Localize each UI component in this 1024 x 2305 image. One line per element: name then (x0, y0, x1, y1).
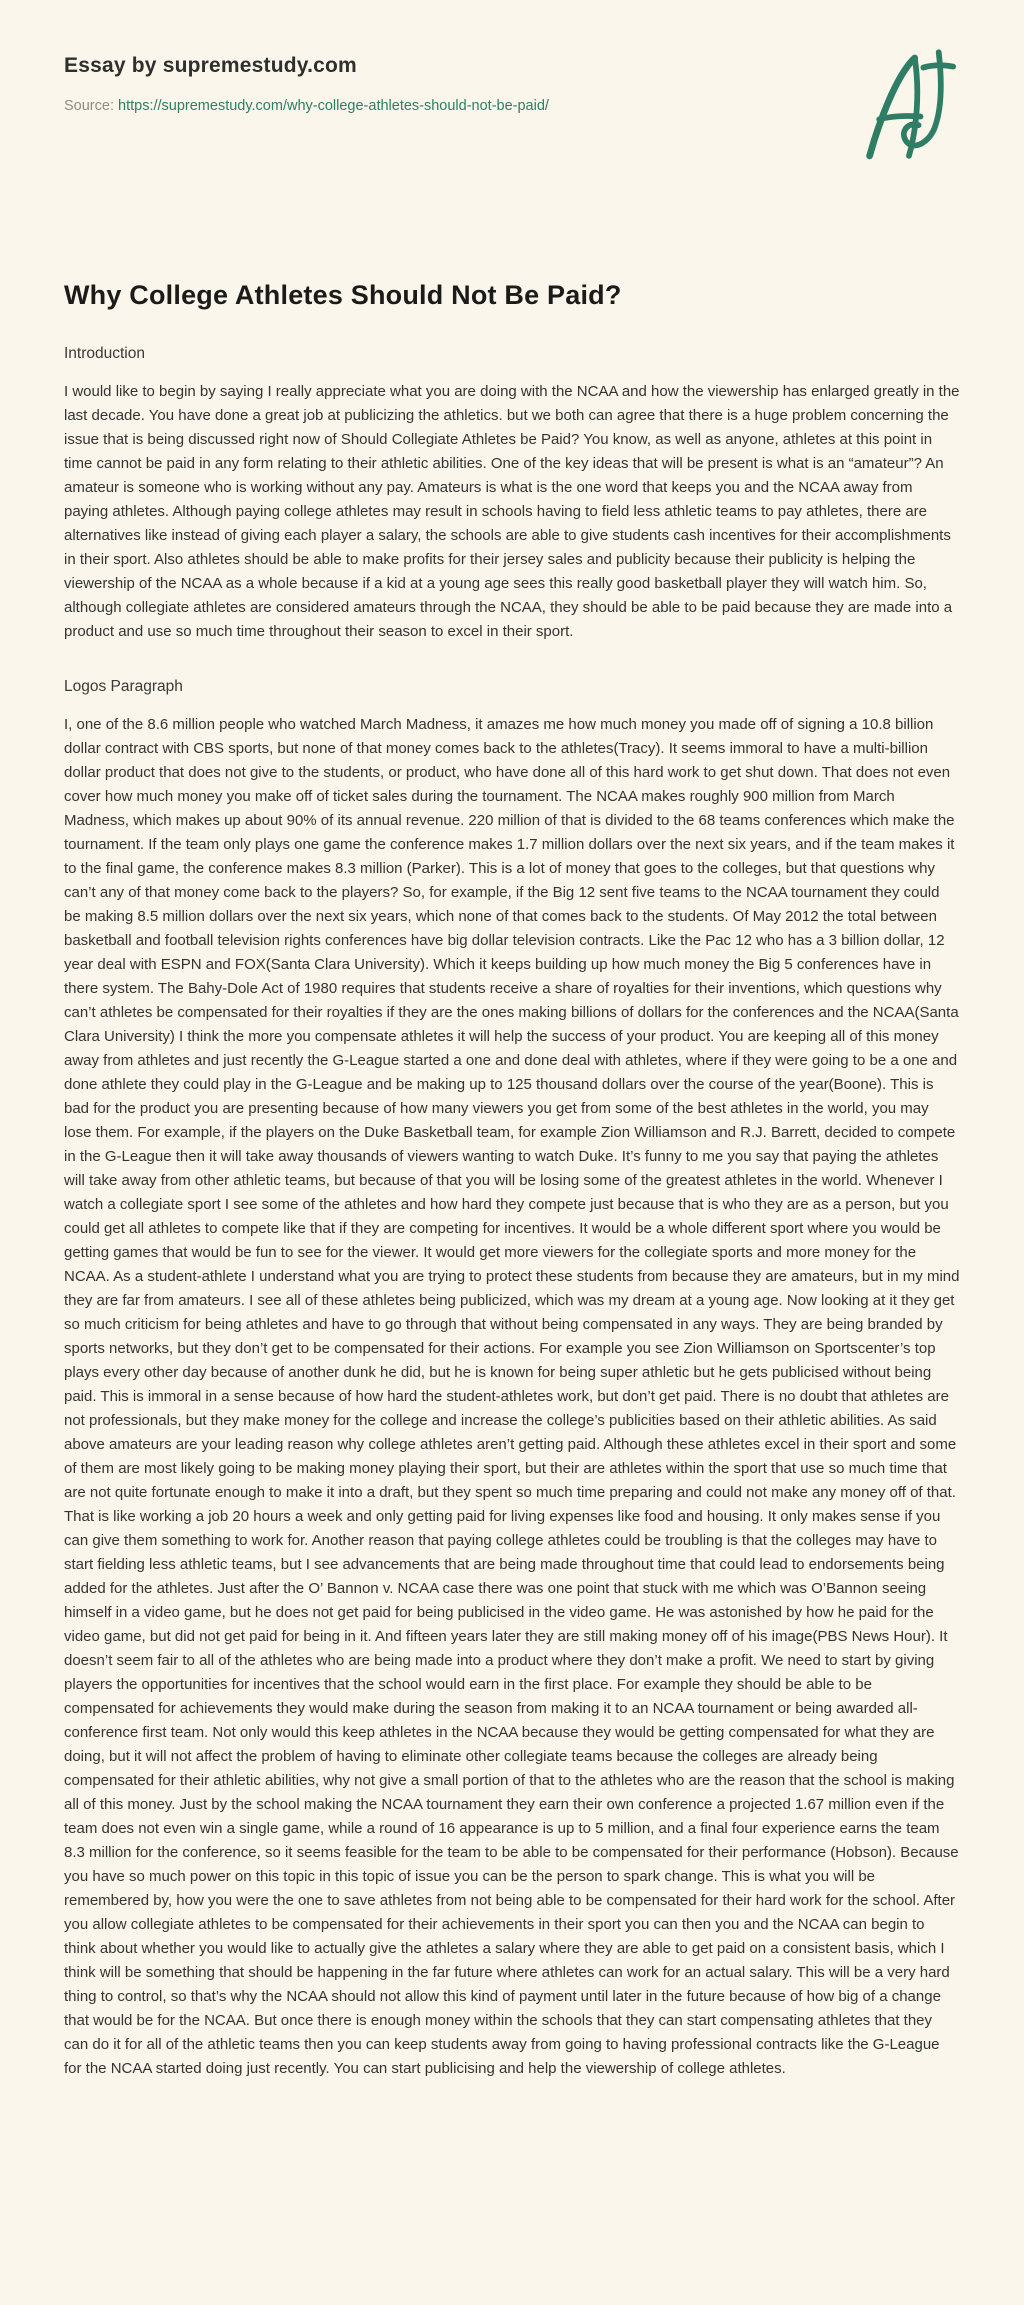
logos-paragraph: I, one of the 8.6 million people who watched March Madness, it amazes me how much money you made off of signing a 10.8 billion dollar contract with CBS sports, but none of that money comes back to the athletes(Tracy). It seems immoral to have a multi-billion dollar product that does not give to the students, or product, who have done all of this hard work to get shut down. That does not even cover how much money you make off of ticket sales during the tournament. The NCAA makes roughly 900 million from March Madness, which makes up about 90% of its annual revenue. 220 million of that is divided to the 68 teams conferences which make the tournament. If the team only plays one game the conference makes 1.7 million dollars over the next six years, and if the team makes it to the final game, the conference makes 8.3 million (Parker). This is a lot of money that goes to the colleges, but that questions why can’t any of that money come back to the players? So, for example, if the Big 12 sent five teams to the NCAA tournament they could be making 8.5 million dollars over the next six years, which none of that comes back to the students. Of May 2012 the total between basketball and football television rights conferences have big dollar television contracts. Like the Pac 12 who has a 3 billion dollar, 12 year deal with ESPN and FOX(Santa Clara University). Which it keeps building up how much money the Big 5 conferences have in there system. The Bahy-Dole Act of 1980 requires that students receive a share of royalties for their inventions, which questions why can’t athletes be compensated for their royalties if they are the ones making billions of dollars for the conferences and the NCAA(Santa Clara University) I think the more you compensate athletes it will help the success of your product. You are keeping all of this money away from athletes and just recently the G-League started a one and done deal with athletes, where if they were going to be a one and done athlete they could play in the G-League and be making up to 125 thousand dollars over the course of the year(Boone). This is bad for the product you are presenting because of how many viewers you get from some of the best athletes in the world, you may lose them. For example, if the players on the Duke Basketball team, for example Zion Williamson and R.J. Barrett, decided to compete in the G-League then it will take away thousands of viewers wanting to watch Duke. It’s funny to me you say that paying the athletes will take away from other athletic teams, but because of that you will be losing some of the greatest athletes in the world. Whenever I watch a collegiate sport I see some of the athletes and how hard they compete just because that is who they are as a person, but you could get all athletes to compete like that if they are competing for incentives. It would be a whole different sport where you would be getting games that would be fun to see for the viewer. It would get more viewers for the collegiate sports and more money for the NCAA. As a student-athlete I understand what you are trying to protect these students from because they are amateurs, but in my mind they are far from amateurs. I see all of these athletes being publicized, which was my dream at a young age. Now looking at it they get so much criticism for being athletes and have to go through that without being compensated in any ways. They are being branded by sports networks, but they don’t get to be compensated for their actions. For example you see Zion Williamson on Sportscenter’s top plays every other day because of another dunk he did, but he is known for being super athletic but he gets publicised without being paid. This is immoral in a sense because of how hard the student-athletes work, but don’t get paid. There is no doubt that athletes are not professionals, but they make money for the college and increase the college’s publicities based on their athletic abilities. As said above amateurs are your leading reason why college athletes aren’t getting paid. Although these athletes excel in their sport and some of them are most likely going to be making money playing their sport, but their are athletes within the sport that use so much time that are not quite fortunate enough to make it into a draft, but they spent so much time preparing and could not make any money off of that. That is like working a job 20 hours a week and only getting paid for living expenses like food and housing. It only makes sense if you can give them something to work for. Another reason that paying college athletes could be troubling is that the colleges may have to start fielding less athletic teams, but I see advancements that are being made throughout time that could lead to endorsements being added for the athletes. Just after the O’ Bannon v. NCAA case there was one point that stuck with me which was O’Bannon seeing himself in a video game, but he does not get paid for being publicised in the video game. He was astonished by how he paid for the video game, but did not get paid for being in it. And fifteen years later they are still making money off of his image(PBS News Hour). It doesn’t seem fair to all of the athletes who are being made into a product where they don’t make a profit. We need to start by giving players the opportunities for incentives that the school would earn in the first place. For example they should be able to be compensated for achievements they would make during the season from making it to an NCAA tournament or being awarded all-conference first team. Not only would this keep athletes in the NCAA because they would be getting compensated for what they are doing, but it will not affect the problem of having to eliminate other collegiate teams because the colleges are already being compensated for their athletic abilities, why not give a small portion of that to the athletes who are the reason that the school is making all of this money. Just by the school making the NCAA tournament they earn their own conference a projected 1.67 million even if the team does not even win a single game, while a round of 16 appearance is up to 5 million, and a final four experience earns the team 8.3 million for the conference, so it seems feasible for the team to be able to be compensated for their performance (Hobson). Because you have so much power on this topic in this topic of issue you can be the person to spark change. This is what you will be remembered by, how you were the one to save athletes from not being able to be compensated for their hard work for the school. After you allow collegiate athletes to be compensated for their achievements in their sport you can then you and the NCAA can begin to think about whether you would like to actually give the athletes a salary where they are able to get paid on a consistent basis, which I think will be something that should be happening in the far future where athletes can work for an actual salary. This will be a very hard thing to control, so that’s why the NCAA should not allow this kind of payment until later in the future because of how big of a change that would be for the NCAA. But once there is enough money within the schools that they can start compensating athletes that they can do it for all of the athletic teams then you can keep students away from going to having professional contracts like the G-League for the NCAA started doing just recently. You can start publicising and help the viewership of college athletes. (64, 716, 960, 2077)
section-logos-paragraph (64, 678, 960, 2081)
essay-title: Why College Athletes Should Not Be Paid? (64, 280, 622, 310)
header-text-block (64, 46, 549, 114)
section-introduction (64, 345, 960, 644)
section-heading-logos: Logos Paragraph (64, 678, 183, 695)
essay-content (64, 280, 960, 2081)
section-heading-introduction: Introduction (64, 345, 145, 362)
site-title: Essay by supremestudy.com (64, 54, 357, 77)
introduction-paragraph: I would like to begin by saying I really appreciate what you are doing with the NCAA and how the viewership has enlarged greatly in the last decade. You have done a great job at publicizing the athletics. but we both can agree that there is a huge problem concerning the issue that is being discussed right now of Should Collegiate Athletes be Paid? You know, as well as anyone, athletes at this point in time cannot be paid in any form relating to their athletic abilities. One of the key ideas that will be present is what is an “amateur”? An amateur is someone who is working without any pay. Amateurs is what is the one word that keeps you and the NCAA away from paying athletes. Although paying college athletes may result in schools having to field less athletic teams to pay athletes, there are alternatives like instead of giving each player a salary, the schools are able to give students cash incentives for their accomplishments in their sport. Also athletes should be able to make profits for their jersey sales and publicity because their publicity is helping the viewership of the NCAA as a whole because if a kid at a young age sees this really good basketball player they will watch him. So, although collegiate athletes are considered amateurs through the NCAA, they should be able to be paid because they are made into a product and use so much time throughout their season to excel in their sport. (64, 383, 960, 640)
source-url-link[interactable]: https://supremestudy.com/why-college-athletes-should-not-be-paid/ (118, 98, 549, 114)
source-label: Source: (64, 98, 114, 114)
page-header (64, 46, 960, 164)
source-line (64, 98, 549, 114)
a-plus-logo-icon (860, 46, 956, 164)
